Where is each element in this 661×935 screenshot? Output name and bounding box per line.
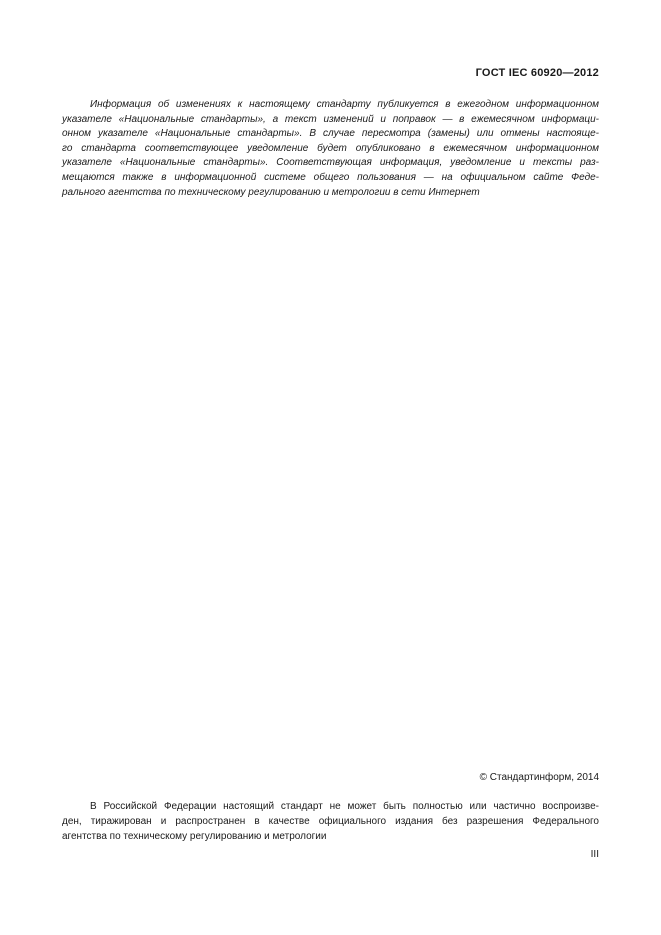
standard-code-header: ГОСТ IEC 60920—2012 (475, 67, 599, 79)
update-info-paragraph (62, 98, 599, 200)
info-line: го стандарта соответствующее уведомление будет опубликовано в ежемесячном информационном (62, 142, 599, 154)
notice-line: ден, тиражирован и распространен в качестве официального издания без разрешения Федерального (62, 816, 599, 827)
info-line: указателе «Национальные стандарты», а текст изменений и поправок — в ежемесячном информаци- (62, 113, 599, 125)
info-line: указателе «Национальные стандарты». Соответствующая информация, уведомление и тексты раз- (62, 157, 599, 169)
page-number: III (590, 849, 599, 860)
reproduction-notice-paragraph (62, 799, 599, 844)
notice-line: В Российской Федерации настоящий стандарт не может быть полностью или частично воспроизве- (90, 801, 599, 812)
info-line: рального агентства по техническому регулированию и метрологии в сети Интернет (62, 186, 480, 198)
info-line: Информация об изменениях к настоящему стандарту публикуется в ежегодном информационном (90, 99, 599, 110)
notice-line: агентства по техническому регулированию и метрологии (62, 831, 327, 842)
info-line: мещаются также в информационной системе общего пользования — на официальном сайте Феде- (62, 171, 599, 183)
info-line: онном указателе «Национальные стандарты». В случае пересмотра (замены) или отмены настояще- (62, 128, 599, 140)
copyright-notice: © Стандартинформ, 2014 (479, 772, 599, 783)
